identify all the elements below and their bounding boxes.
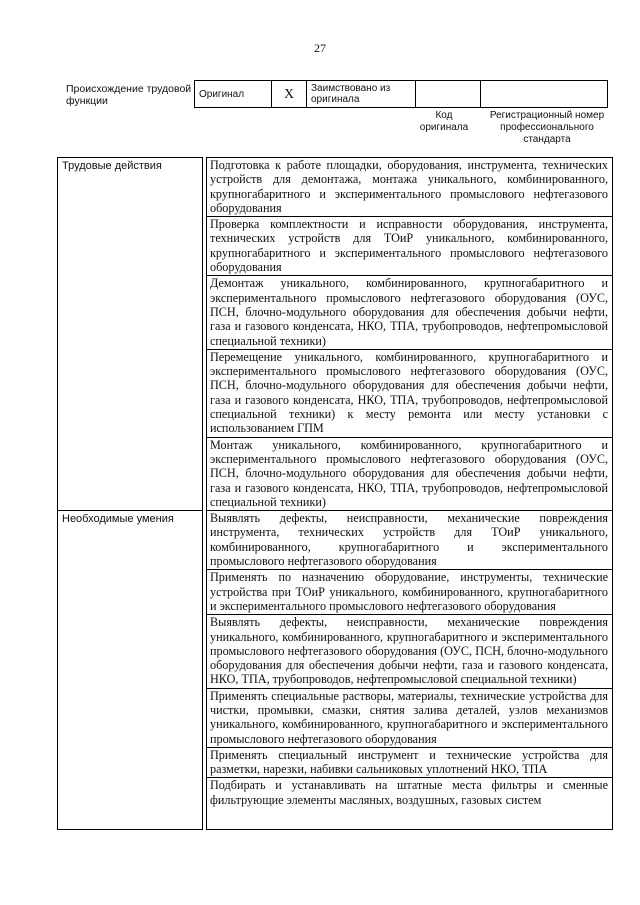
list-item: Монтаж уникального, комбинированного, крупногабаритного и экспериментального промыслового нефтегазового оборудования (ОУС, ПСН, блочно-модульного оборудования для обеспечения добычи нефти, газа и газового конденсата, НКО, ТПА, трубопроводов, нефтепромысловой специальной техники): [210, 437, 608, 509]
list-item: Подготовка к работе площадки, оборудования, инструмента, технических устройств для демонтажа, монтажа уникального, комбинированного, крупногабаритного и экспериментального промыслового нефтегазового оборудования: [207, 158, 612, 217]
reg-number-cell: [481, 81, 608, 108]
original-mark: X: [272, 81, 307, 108]
labor-actions-title: Трудовые действия: [58, 158, 203, 511]
list-item: Выявлять дефекты, неисправности, механические повреждения инструмента, технических устройств для ТОиР уникального, комбинированного, крупногабаритного и экспериментального промыслового нефтегазового оборудования: [207, 511, 612, 570]
list-item: Перемещение уникального, комбинированного, крупногабаритного и экспериментального промыслового нефтегазового оборудования (ОУС, ПСН, блочно-модульного оборудования для обеспечения добычи нефти, газа и газового конденсата, НКО, ТПА, трубопроводов, нефтепромысловой специальной техники) к месту ремонта или месту установки с использованием ГПМ: [207, 350, 612, 438]
origin-table: [194, 80, 608, 108]
reg-number-caption: Регистрационный номер профессионального стандарта: [489, 110, 605, 145]
code-caption: Код оригинала: [419, 110, 469, 133]
list-item: Подбирать и устанавливать на штатные места фильтры и сменные фильтрующие элементы масляных, воздушных, газовых систем: [210, 778, 608, 807]
original-label: Оригинал: [195, 81, 272, 108]
list-item: Выявлять дефекты, неисправности, механические повреждения уникального, комбинированного, крупногабаритного и экспериментального промыслового нефтегазового оборудования (ОУС, ПСН, блочно-модульного оборудования для обеспечения добычи нефти, газа и газового конденсата, НКО, ТПА, трубопроводов, нефтепромысловой специальной техники): [207, 615, 612, 688]
list-item: Применять по назначению оборудование, инструменты, технические устройства при ТОиР уникального, комбинированного, крупногабаритного и экспериментального промыслового нефтегазового оборудования: [207, 570, 612, 615]
required-skills-title: Необходимые умения: [58, 511, 203, 830]
labor-actions-list: [207, 158, 613, 511]
functions-table: [57, 157, 613, 830]
required-skills-list: [207, 511, 613, 830]
list-item: Демонтаж уникального, комбинированного, крупногабаритного и экспериментального промыслового нефтегазового оборудования (ОУС, ПСН, блочно-модульного оборудования для обеспечения добычи нефти, газа и газового конденсата, НКО, ТПА, трубопроводов, нефтепромысловой специальной техники): [207, 276, 612, 349]
list-item: Проверка комплектности и исправности оборудования, инструмента, технических устройств для ТОиР уникального, комбинированного, крупногабаритного и экспериментального промыслового нефтегазового оборудования: [207, 217, 612, 276]
list-item: Применять специальные растворы, материалы, технические устройства для чистки, промывки, смазки, снятия залива деталей, узлов механизмов уникального, комбинированного, крупногабаритного и экспериментального промыслового нефтегазового оборудования: [207, 689, 612, 748]
labor-actions-row: [58, 158, 613, 511]
original-code-cell: [416, 81, 481, 108]
origin-label: Происхождение трудовой функции: [66, 83, 192, 107]
page-number: 27: [314, 41, 326, 55]
borrowed-label: Заимствовано из оригинала: [307, 81, 416, 108]
required-skills-row: [58, 511, 613, 830]
list-item: Применять специальный инструмент и технические устройства для разметки, нарезки, набивки сальниковых уплотнений НКО, ТПА: [207, 748, 612, 779]
